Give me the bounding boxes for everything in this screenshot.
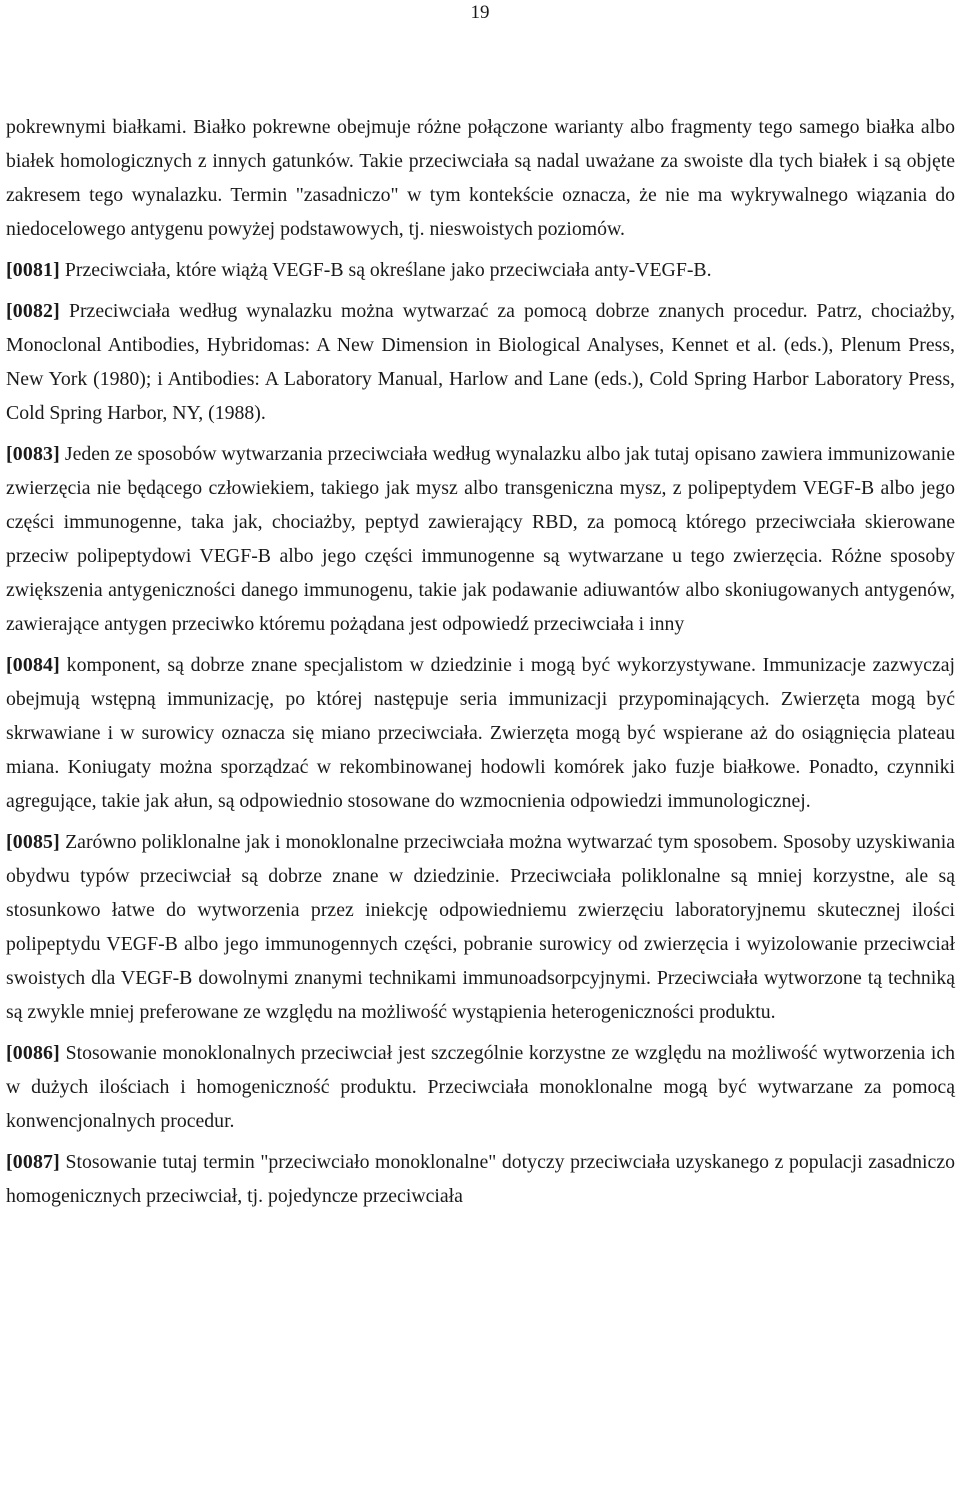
paragraph-text: Stosowanie monoklonalnych przeciwciał jest szczególnie korzystne ze względu na możliwość wytworzenia ich w dużych ilościach i homogeniczność produktu. Przeciwciała monoklonalne mogą być wytwarzane za pomocą konwencjonalnych procedur. [6, 1042, 955, 1132]
paragraph-text: Stosowanie tutaj termin "przeciwciało monoklonalne" dotyczy przeciwciała uzyskanego z populacji zasadniczo homogenicznych przeciwciał, tj. pojedyncze przeciwciała [6, 1151, 955, 1207]
paragraph-0085 [6, 825, 955, 1029]
paragraph-number: [0087] [6, 1151, 60, 1173]
paragraph-number: [0084] [6, 654, 60, 676]
paragraph-0081 [6, 253, 955, 287]
paragraph-number: [0081] [6, 259, 60, 281]
paragraph-text: pokrewnymi białkami. Białko pokrewne obejmuje różne połączone warianty albo fragmenty tego samego białka albo białek homologicznych z innych gatunków. Takie przeciwciała są nadal uważane za swoiste dla tych białek i są objęte zakresem tego wynalazku. Termin "zasadniczo" w tym kontekście oznacza, że nie ma wykrywalnego wiązania do niedocelowego antygenu powyżej podstawowych, tj. nieswoistych poziomów. [6, 116, 955, 240]
paragraph-0083 [6, 437, 955, 641]
paragraph-0086 [6, 1036, 955, 1138]
paragraph-0082 [6, 294, 955, 430]
paragraph-number: [0082] [6, 300, 60, 322]
paragraph-text: Jeden ze sposobów wytwarzania przeciwciała według wynalazku albo jak tutaj opisano zawiera immunizowanie zwierzęcia nie będącego człowiekiem, takiego jak mysz albo transgeniczna mysz, z polipeptydem VEGF-B albo jego części immunogenne, taka jak, chociażby, peptyd zawierający RBD, za pomocą którego przeciwciała skierowane przeciw polipeptydowi VEGF-B albo jego części immunogenne są wytwarzane u tego zwierzęcia. Różne sposoby zwiększenia antygeniczności danego immunogenu, takie jak podawanie adiuwantów albo skoniugowanych antygenów, zawierające antygen przeciwko któremu pożądana jest odpowiedź przeciwciała i inny [6, 443, 955, 635]
paragraph-number: [0083] [6, 443, 60, 465]
document-body [6, 110, 955, 1213]
paragraph-0087 [6, 1145, 955, 1213]
paragraph-number: [0086] [6, 1042, 60, 1064]
paragraph-number: [0085] [6, 831, 60, 853]
paragraph-text: Zarówno poliklonalne jak i monoklonalne przeciwciała można wytwarzać tym sposobem. Sposoby uzyskiwania obydwu typów przeciwciał są dobrze znane w dziedzinie. Przeciwciała poliklonalne są mniej korzystne, ale są stosunkowo łatwe do wytworzenia przez iniekcję odpowiedniemu zwierzęciu laboratoryjnemu skutecznej ilości polipeptydu VEGF-B albo jego immunogennych części, pobranie surowicy od zwierzęcia i wyizolowanie przeciwciał swoistych dla VEGF-B dowolnymi znanymi technikami immunoadsorpcyjnymi. Przeciwciała wytworzone tą techniką są zwykle mniej preferowane ze względu na możliwość wystąpienia heterogeniczności produktu. [6, 831, 955, 1023]
paragraph-continuation [6, 110, 955, 246]
paragraph-text: Przeciwciała, które wiążą VEGF-B są określane jako przeciwciała anty-VEGF-B. [59, 259, 712, 281]
paragraph-0084 [6, 648, 955, 818]
paragraph-text: Przeciwciała według wynalazku można wytwarzać za pomocą dobrze znanych procedur. Patrz, chociażby, Monoclonal Antibodies, Hybridomas: A New Dimension in Biological Analyses, Kennet et al. (eds.), Plenum Press, New York (1980); i Antibodies: A Laboratory Manual, Harlow and Lane (eds.), Cold Spring Harbor Laboratory Press, Cold Spring Harbor, NY, (1988). [6, 300, 955, 424]
paragraph-text: komponent, są dobrze znane specjalistom w dziedzinie i mogą być wykorzystywane. Immunizacje zazwyczaj obejmują wstępną immunizację, po której następuje seria immunizacji przypominających. Zwierzęta mogą być skrwawiane i w surowicy oznacza się miano przeciwciała. Zwierzęta mogą być wspierane aż do osiągnięcia plateau miana. Koniugaty można sporządzać w rekombinowanej hodowli komórek jako fuzje białkowe. Ponadto, czynniki agregujące, takie jak ałun, są odpowiednio stosowane do wzmocnienia odpowiedzi immunologicznej. [6, 654, 955, 812]
page-number: 19 [470, 2, 490, 23]
